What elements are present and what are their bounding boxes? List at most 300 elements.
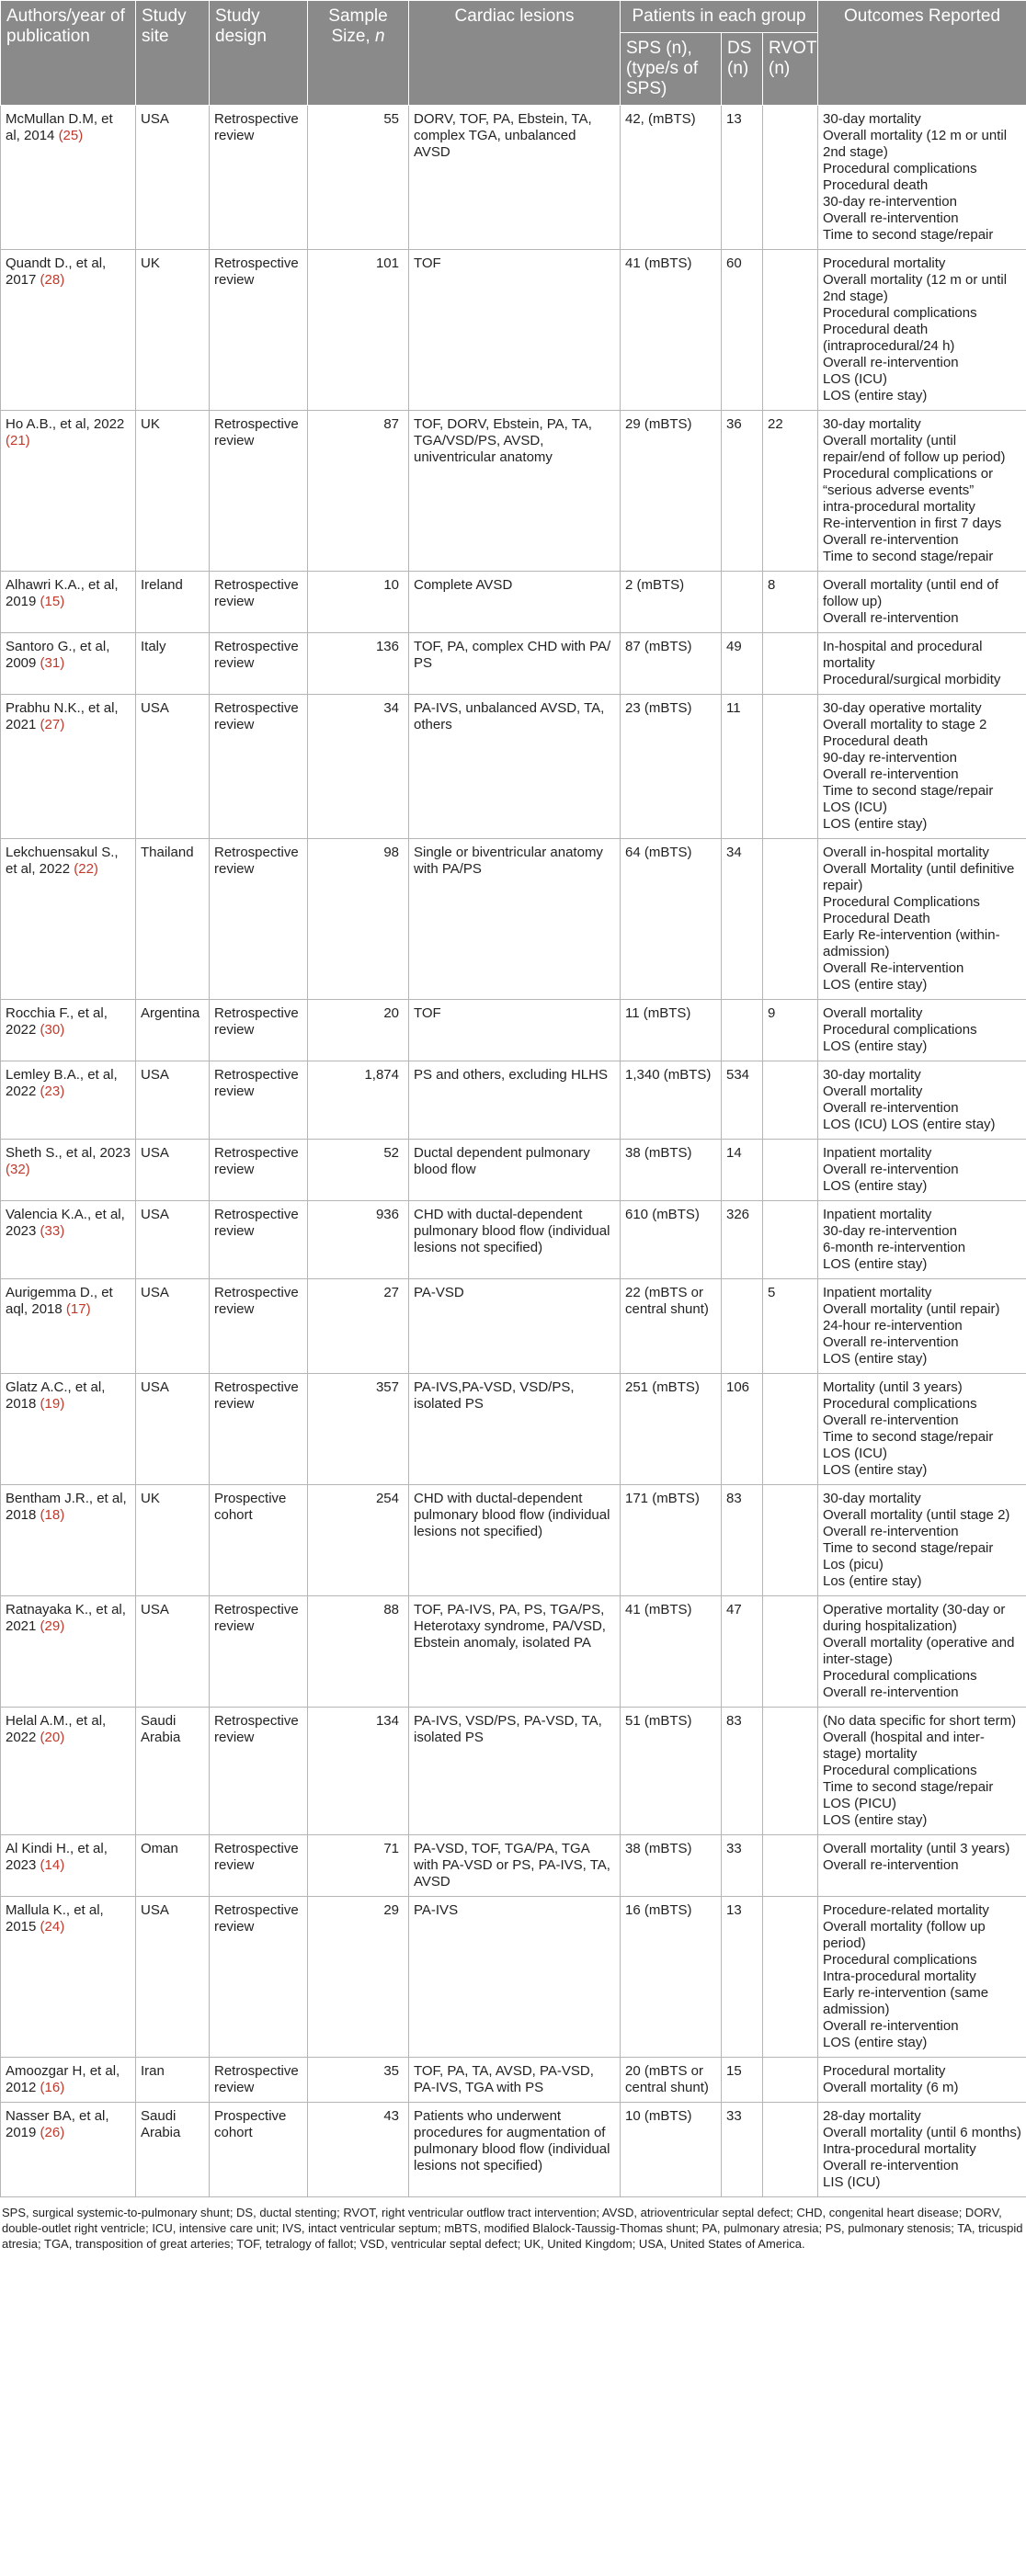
outcome-item: 30-day mortality: [823, 111, 921, 127]
ds-cell: 60: [722, 250, 763, 411]
outcomes-cell: [818, 1897, 1026, 2058]
sample-size-cell: 20: [308, 1000, 409, 1061]
outcome-item: Early Re-intervention (within-admission): [823, 927, 1000, 959]
site-cell: Thailand: [136, 839, 210, 1000]
author-text: Mallula K., et al, 2015: [6, 1902, 104, 1935]
sps-cell: 29 (mBTS): [621, 411, 722, 572]
design-cell: Retrospective review: [210, 572, 308, 633]
author-text: Al Kindi H., et al, 2023: [6, 1841, 108, 1873]
design-cell: Retrospective review: [210, 1835, 308, 1897]
design-cell: Retrospective review: [210, 1140, 308, 1201]
outcome-item: 90-day re-intervention: [823, 750, 957, 766]
outcome-item: Overall re-intervention: [823, 1685, 959, 1700]
sps-cell: 11 (mBTS): [621, 1000, 722, 1061]
sample-size-cell: 936: [308, 1201, 409, 1279]
outcome-item: Procedural Complications: [823, 894, 980, 910]
table-row: [1, 1140, 1026, 1201]
header-design: Study design: [210, 1, 308, 106]
outcomes-cell: [818, 1279, 1026, 1374]
outcome-item: Overall in-hospital mortality: [823, 845, 989, 860]
outcome-item: Procedural death (intraprocedural/24 h): [823, 322, 955, 354]
author-cell: [1, 695, 136, 839]
site-cell: USA: [136, 695, 210, 839]
outcome-item: Procedural complications: [823, 1396, 977, 1412]
site-cell: UK: [136, 250, 210, 411]
reference-link[interactable]: (20): [40, 1730, 65, 1745]
sps-cell: 20 (mBTS or central shunt): [621, 2058, 722, 2103]
sample-size-cell: 357: [308, 1374, 409, 1485]
table-row: [1, 633, 1026, 695]
author-cell: [1, 1835, 136, 1897]
header-sample-size: Sample Size, n: [308, 1, 409, 106]
rvot-cell: [763, 1061, 818, 1140]
table-row: [1, 250, 1026, 411]
outcome-item: Overall re-intervention: [823, 1524, 959, 1539]
outcome-item: Overall re-intervention: [823, 1857, 959, 1873]
site-cell: USA: [136, 1061, 210, 1140]
outcome-item: Overall re-intervention: [823, 2018, 959, 2034]
outcome-item: Inpatient mortality: [823, 1207, 932, 1222]
sample-size-cell: 52: [308, 1140, 409, 1201]
sample-size-cell: 27: [308, 1279, 409, 1374]
author-text: Prabhu N.K., et al, 2021: [6, 700, 119, 732]
sample-size-cell: 254: [308, 1485, 409, 1596]
rvot-cell: [763, 1897, 818, 2058]
design-cell: Retrospective review: [210, 250, 308, 411]
author-text: Lemley B.A., et al, 2022: [6, 1067, 118, 1099]
author-cell: [1, 1201, 136, 1279]
header-rvot: RVOT (n): [763, 33, 818, 106]
outcome-item: Overall mortality (6 m): [823, 2080, 959, 2095]
outcome-item: Operative mortality (30-day or during hospitalization): [823, 1602, 1006, 1634]
outcome-item: Procedural complications: [823, 1763, 977, 1778]
table-row: [1, 695, 1026, 839]
author-cell: [1, 1897, 136, 2058]
lesions-cell: TOF, PA, TA, AVSD, PA-VSD, PA-IVS, TGA with PS: [409, 2058, 621, 2103]
lesions-cell: PA-IVS, VSD/PS, PA-VSD, TA, isolated PS: [409, 1708, 621, 1835]
outcome-item: Overall re-intervention: [823, 1162, 959, 1177]
reference-link[interactable]: (29): [40, 1618, 65, 1634]
design-cell: Retrospective review: [210, 2058, 308, 2103]
table-row: [1, 1596, 1026, 1708]
reference-link[interactable]: (15): [40, 594, 65, 609]
author-cell: [1, 1061, 136, 1140]
outcome-item: Procedural complications or “serious adverse events”: [823, 466, 994, 498]
outcome-item: LOS (entire stay): [823, 977, 928, 993]
outcomes-cell: [818, 411, 1026, 572]
reference-link[interactable]: (26): [40, 2125, 65, 2140]
rvot-cell: [763, 1596, 818, 1708]
author-text: Valencia K.A., et al, 2023: [6, 1207, 125, 1239]
site-cell: USA: [136, 1374, 210, 1485]
outcome-item: Procedural Death: [823, 911, 930, 926]
rvot-cell: [763, 250, 818, 411]
lesions-cell: TOF, PA-IVS, PA, PS, TGA/PS, Heterotaxy syndrome, PA/VSD, Ebstein anomaly, isolated PA: [409, 1596, 621, 1708]
outcome-item: Procedural complications: [823, 1022, 977, 1038]
site-cell: Ireland: [136, 572, 210, 633]
outcome-item: LOS (entire stay): [823, 1038, 928, 1054]
outcome-item: LOS (entire stay): [823, 1178, 928, 1194]
outcomes-cell: [818, 1596, 1026, 1708]
sps-cell: 23 (mBTS): [621, 695, 722, 839]
outcome-item: Procedural mortality: [823, 2063, 946, 2079]
outcome-item: Overall (hospital and inter-stage) mortality: [823, 1730, 985, 1762]
outcome-item: Overall mortality (operative and inter-stage): [823, 1635, 1015, 1667]
author-text: Bentham J.R., et al, 2018: [6, 1491, 127, 1523]
ds-cell: 326: [722, 1201, 763, 1279]
lesions-cell: PA-IVS, unbalanced AVSD, TA, others: [409, 695, 621, 839]
outcomes-cell: [818, 2058, 1026, 2103]
outcome-item: LIS (ICU): [823, 2174, 881, 2190]
table-row: [1, 1708, 1026, 1835]
lesions-cell: CHD with ductal-dependent pulmonary blood flow (individual lesions not specified): [409, 1485, 621, 1596]
author-cell: [1, 839, 136, 1000]
lesions-cell: PA-IVS: [409, 1897, 621, 2058]
site-cell: USA: [136, 106, 210, 250]
reference-link[interactable]: (21): [6, 433, 30, 448]
reference-link[interactable]: (30): [40, 1022, 65, 1038]
outcome-item: Re-intervention in first 7 days: [823, 516, 1002, 531]
outcome-item: Procedure-related mortality: [823, 1902, 989, 1918]
lesions-cell: PA-IVS,PA-VSD, VSD/PS, isolated PS: [409, 1374, 621, 1485]
outcome-item: In-hospital and procedural mortality: [823, 639, 983, 671]
header-sps: SPS (n), (type/s of SPS): [621, 33, 722, 106]
outcome-item: LOS (ICU): [823, 1446, 888, 1461]
outcome-item: Overall re-intervention: [823, 355, 959, 370]
table-row: [1, 1000, 1026, 1061]
author-cell: [1, 1279, 136, 1374]
reference-link[interactable]: (28): [40, 272, 65, 288]
reference-link[interactable]: (25): [58, 128, 84, 143]
outcome-item: Procedural mortality: [823, 255, 946, 271]
rvot-cell: 8: [763, 572, 818, 633]
sps-cell: 42, (mBTS): [621, 106, 722, 250]
sps-cell: 51 (mBTS): [621, 1708, 722, 1835]
author-cell: [1, 1485, 136, 1596]
reference-link[interactable]: (23): [40, 1084, 65, 1099]
rvot-cell: [763, 633, 818, 695]
header-author: Authors/year of publication: [1, 1, 136, 106]
lesions-cell: Complete AVSD: [409, 572, 621, 633]
author-text: Amoozgar H, et al, 2012: [6, 2063, 120, 2095]
ds-cell: 534: [722, 1061, 763, 1140]
outcomes-cell: [818, 695, 1026, 839]
outcome-item: 6-month re-intervention: [823, 1240, 966, 1255]
outcome-item: Procedural complications: [823, 305, 977, 321]
outcome-item: 30-day mortality: [823, 1067, 921, 1083]
outcome-item: Time to second stage/repair: [823, 1779, 994, 1795]
outcome-item: Overall re-intervention: [823, 1334, 959, 1350]
outcome-item: Overall mortality (12 m or until 2nd stage): [823, 128, 1008, 160]
sample-size-cell: 134: [308, 1708, 409, 1835]
site-cell: Iran: [136, 2058, 210, 2103]
outcome-item: Overall mortality (until end of follow up): [823, 577, 998, 609]
site-cell: Oman: [136, 1835, 210, 1897]
sample-size-cell: 136: [308, 633, 409, 695]
ds-cell: 13: [722, 1897, 763, 2058]
outcome-item: Overall mortality: [823, 1005, 923, 1021]
sample-size-cell: 71: [308, 1835, 409, 1897]
sample-size-cell: 1,874: [308, 1061, 409, 1140]
outcome-item: Overall re-intervention: [823, 2158, 959, 2173]
outcome-item: Time to second stage/repair: [823, 1429, 994, 1445]
lesions-cell: TOF, PA, complex CHD with PA/ PS: [409, 633, 621, 695]
reference-link[interactable]: (22): [74, 861, 98, 877]
outcome-item: 30-day operative mortality: [823, 700, 982, 716]
outcomes-cell: [818, 1201, 1026, 1279]
outcomes-cell: [818, 572, 1026, 633]
outcome-item: Overall re-intervention: [823, 766, 959, 782]
outcome-item: Procedural death: [823, 733, 929, 749]
sps-cell: 22 (mBTS or central shunt): [621, 1279, 722, 1374]
outcome-item: Overall mortality (until repair/end of follow up period): [823, 433, 1006, 465]
outcome-item: LOS (entire stay): [823, 388, 928, 403]
site-cell: USA: [136, 1201, 210, 1279]
rvot-cell: [763, 1485, 818, 1596]
outcome-item: Overall mortality (until stage 2): [823, 1507, 1010, 1523]
outcome-item: 30-day re-intervention: [823, 194, 957, 210]
outcomes-cell: [818, 1708, 1026, 1835]
design-cell: Prospective cohort: [210, 1485, 308, 1596]
outcome-item: LOS (ICU): [823, 800, 888, 815]
table-row: [1, 1897, 1026, 2058]
site-cell: UK: [136, 1485, 210, 1596]
sps-cell: 16 (mBTS): [621, 1897, 722, 2058]
rvot-cell: [763, 1140, 818, 1201]
reference-link[interactable]: (32): [6, 1162, 30, 1177]
design-cell: Retrospective review: [210, 1201, 308, 1279]
outcome-item: LOS (entire stay): [823, 1462, 928, 1478]
sps-cell: 10 (mBTS): [621, 2103, 722, 2197]
rvot-cell: [763, 106, 818, 250]
outcome-item: Procedural complications: [823, 1668, 977, 1684]
design-cell: Retrospective review: [210, 1374, 308, 1485]
header-outcomes: Outcomes Reported: [818, 1, 1026, 106]
outcomes-cell: [818, 839, 1026, 1000]
author-text: Helal A.M., et al, 2022: [6, 1713, 107, 1745]
reference-link[interactable]: (33): [40, 1223, 65, 1239]
ds-cell: 83: [722, 1708, 763, 1835]
author-text: Nasser BA, et al, 2019: [6, 2108, 109, 2140]
ds-cell: 34: [722, 839, 763, 1000]
author-text: Lekchuensakul S., et al, 2022: [6, 845, 119, 877]
ds-cell: 15: [722, 2058, 763, 2103]
ds-cell: 106: [722, 1374, 763, 1485]
site-cell: USA: [136, 1140, 210, 1201]
outcome-item: Overall mortality (until 3 years): [823, 1841, 1010, 1856]
ds-cell: [722, 1279, 763, 1374]
outcomes-cell: [818, 250, 1026, 411]
outcome-item: Overall mortality (follow up period): [823, 1919, 986, 1951]
sample-size-cell: 34: [308, 695, 409, 839]
outcomes-cell: [818, 1374, 1026, 1485]
sample-size-cell: 55: [308, 106, 409, 250]
author-text: McMullan D.M, et al, 2014: [6, 111, 113, 143]
sps-cell: 2 (mBTS): [621, 572, 722, 633]
outcome-item: LOS (entire stay): [823, 1256, 928, 1272]
sps-cell: 610 (mBTS): [621, 1201, 722, 1279]
author-cell: [1, 1140, 136, 1201]
site-cell: UK: [136, 411, 210, 572]
table-row: [1, 1061, 1026, 1140]
outcome-item: Overall Re-intervention: [823, 960, 964, 976]
sps-cell: 1,340 (mBTS): [621, 1061, 722, 1140]
ds-cell: 49: [722, 633, 763, 695]
outcome-item: 30-day mortality: [823, 1491, 921, 1506]
design-cell: Retrospective review: [210, 411, 308, 572]
outcome-item: Procedural/surgical morbidity: [823, 672, 1001, 687]
sample-size-cell: 10: [308, 572, 409, 633]
design-cell: Retrospective review: [210, 106, 308, 250]
table-row: [1, 2058, 1026, 2103]
rvot-cell: [763, 2058, 818, 2103]
sample-size-cell: 43: [308, 2103, 409, 2197]
design-cell: Retrospective review: [210, 1061, 308, 1140]
outcome-item: Overall mortality (until 6 months): [823, 2125, 1021, 2140]
lesions-cell: Patients who underwent procedures for augmentation of pulmonary blood flow (individual lesions not specified): [409, 2103, 621, 2197]
lesions-cell: Ductal dependent pulmonary blood flow: [409, 1140, 621, 1201]
outcome-item: LOS (entire stay): [823, 2035, 928, 2050]
table-body: [1, 106, 1026, 2197]
table-row: [1, 1279, 1026, 1374]
author-cell: [1, 1000, 136, 1061]
reference-link[interactable]: (19): [40, 1396, 65, 1412]
site-cell: USA: [136, 1279, 210, 1374]
lesions-cell: DORV, TOF, PA, Ebstein, TA, complex TGA, unbalanced AVSD: [409, 106, 621, 250]
ds-cell: 33: [722, 1835, 763, 1897]
lesions-cell: PA-VSD: [409, 1279, 621, 1374]
rvot-cell: [763, 695, 818, 839]
design-cell: Retrospective review: [210, 1897, 308, 2058]
outcome-item: Overall mortality (until repair): [823, 1301, 1000, 1317]
sample-size-cell: 35: [308, 2058, 409, 2103]
outcomes-cell: [818, 633, 1026, 695]
sps-cell: 171 (mBTS): [621, 1485, 722, 1596]
rvot-cell: [763, 1835, 818, 1897]
outcome-item: LOS (ICU): [823, 371, 888, 387]
table-row: [1, 1201, 1026, 1279]
reference-link[interactable]: (16): [40, 2080, 65, 2095]
ds-cell: 11: [722, 695, 763, 839]
ds-cell: 83: [722, 1485, 763, 1596]
outcome-item: LOS (entire stay): [823, 816, 928, 832]
ds-cell: 47: [722, 1596, 763, 1708]
author-text: Ratnayaka K., et al, 2021: [6, 1602, 126, 1634]
table-row: [1, 1374, 1026, 1485]
outcome-item: Time to second stage/repair: [823, 549, 994, 564]
ds-cell: [722, 572, 763, 633]
outcome-item: Inpatient mortality: [823, 1145, 932, 1161]
lesions-cell: Single or biventricular anatomy with PA/PS: [409, 839, 621, 1000]
author-text: Glatz A.C., et al, 2018: [6, 1379, 106, 1412]
outcome-item: Intra-procedural mortality: [823, 1969, 976, 1984]
outcomes-cell: [818, 2103, 1026, 2197]
sample-size-cell: 29: [308, 1897, 409, 2058]
rvot-cell: 9: [763, 1000, 818, 1061]
design-cell: Retrospective review: [210, 1279, 308, 1374]
outcome-item: Los (picu): [823, 1557, 884, 1572]
outcome-item: Procedural complications: [823, 1952, 977, 1968]
design-cell: Retrospective review: [210, 633, 308, 695]
site-cell: Saudi Arabia: [136, 2103, 210, 2197]
design-cell: Retrospective review: [210, 695, 308, 839]
ds-cell: 36: [722, 411, 763, 572]
outcome-item: Overall re-intervention: [823, 1100, 959, 1116]
reference-link[interactable]: (14): [40, 1857, 65, 1873]
header-cardiac-lesions: Cardiac lesions: [409, 1, 621, 106]
design-cell: Retrospective review: [210, 1596, 308, 1708]
outcome-item: Mortality (until 3 years): [823, 1379, 963, 1395]
sps-cell: 87 (mBTS): [621, 633, 722, 695]
rvot-cell: 5: [763, 1279, 818, 1374]
sample-size-cell: 101: [308, 250, 409, 411]
table-row: [1, 1835, 1026, 1897]
author-cell: [1, 106, 136, 250]
outcome-item: Early re-intervention (same admission): [823, 1985, 989, 2017]
author-text: Aurigemma D., et aql, 2018: [6, 1285, 113, 1317]
outcome-item: LOS (entire stay): [823, 1351, 928, 1367]
table-footnote: SPS, surgical systemic-to-pulmonary shunt; DS, ductal stenting; RVOT, right ventricular outflow tract intervention; AVSD, atrioventricular septal defect; CHD, congenital heart disease; DORV, double-outlet right ventricle; ICU, intensive care unit; IVS, intact ventricular septum; mBTS, modified Blalock-Taussig-Thomas shunt; PA, pulmonary atresia; PS, pulmonary stenosis; TA, tricuspid atresia; TGA, transposition of great arteries; TOF, tetralogy of fallot; VSD, ventricular septal defect; UK, United Kingdom; USA, United States of America.: [2, 2206, 1023, 2251]
site-cell: Saudi Arabia: [136, 1708, 210, 1835]
outcomes-cell: [818, 1061, 1026, 1140]
site-cell: Argentina: [136, 1000, 210, 1061]
reference-link[interactable]: (18): [40, 1507, 65, 1523]
table-row: [1, 839, 1026, 1000]
outcome-item: Overall mortality to stage 2: [823, 717, 987, 732]
reference-link[interactable]: (17): [65, 1301, 91, 1317]
lesions-cell: TOF: [409, 250, 621, 411]
outcome-item: Overall mortality (12 m or until 2nd stage): [823, 272, 1008, 304]
outcome-item: LOS (PICU): [823, 1796, 897, 1811]
outcome-item: LOS (entire stay): [823, 1812, 928, 1828]
outcome-item: (No data specific for short term): [823, 1713, 1017, 1729]
outcomes-cell: [818, 106, 1026, 250]
outcomes-cell: [818, 1835, 1026, 1897]
outcome-item: 30-day mortality: [823, 416, 921, 432]
rvot-cell: [763, 2103, 818, 2197]
author-cell: [1, 572, 136, 633]
author-cell: [1, 2103, 136, 2197]
outcome-item: Overall re-intervention: [823, 610, 959, 626]
author-cell: [1, 250, 136, 411]
site-cell: USA: [136, 1596, 210, 1708]
author-cell: [1, 633, 136, 695]
outcome-item: Time to second stage/repair: [823, 1540, 994, 1556]
lesions-cell: CHD with ductal-dependent pulmonary blood flow (individual lesions not specified): [409, 1201, 621, 1279]
outcome-item: Time to second stage/repair: [823, 227, 994, 243]
author-cell: [1, 1374, 136, 1485]
reference-link[interactable]: (24): [40, 1919, 65, 1935]
outcomes-cell: [818, 1140, 1026, 1201]
lesions-cell: PA-VSD, TOF, TGA/PA, TGA with PA-VSD or PS, PA-IVS, TA, AVSD: [409, 1835, 621, 1897]
ds-cell: [722, 1000, 763, 1061]
header-ds: DS (n): [722, 33, 763, 106]
reference-link[interactable]: (31): [40, 655, 65, 671]
lesions-cell: TOF, DORV, Ebstein, PA, TA, TGA/VSD/PS, AVSD, univentricular anatomy: [409, 411, 621, 572]
outcome-item: Overall re-intervention: [823, 532, 959, 548]
design-cell: Retrospective review: [210, 1000, 308, 1061]
lesions-cell: TOF: [409, 1000, 621, 1061]
rvot-cell: [763, 1374, 818, 1485]
outcome-item: Los (entire stay): [823, 1573, 922, 1589]
outcome-item: Inpatient mortality: [823, 1285, 932, 1300]
table-row: [1, 2103, 1026, 2197]
author-cell: [1, 411, 136, 572]
reference-link[interactable]: (27): [40, 717, 65, 732]
outcome-item: Procedural complications: [823, 161, 977, 176]
author-text: Alhawri K.A., et al, 2019: [6, 577, 119, 609]
ds-cell: 14: [722, 1140, 763, 1201]
